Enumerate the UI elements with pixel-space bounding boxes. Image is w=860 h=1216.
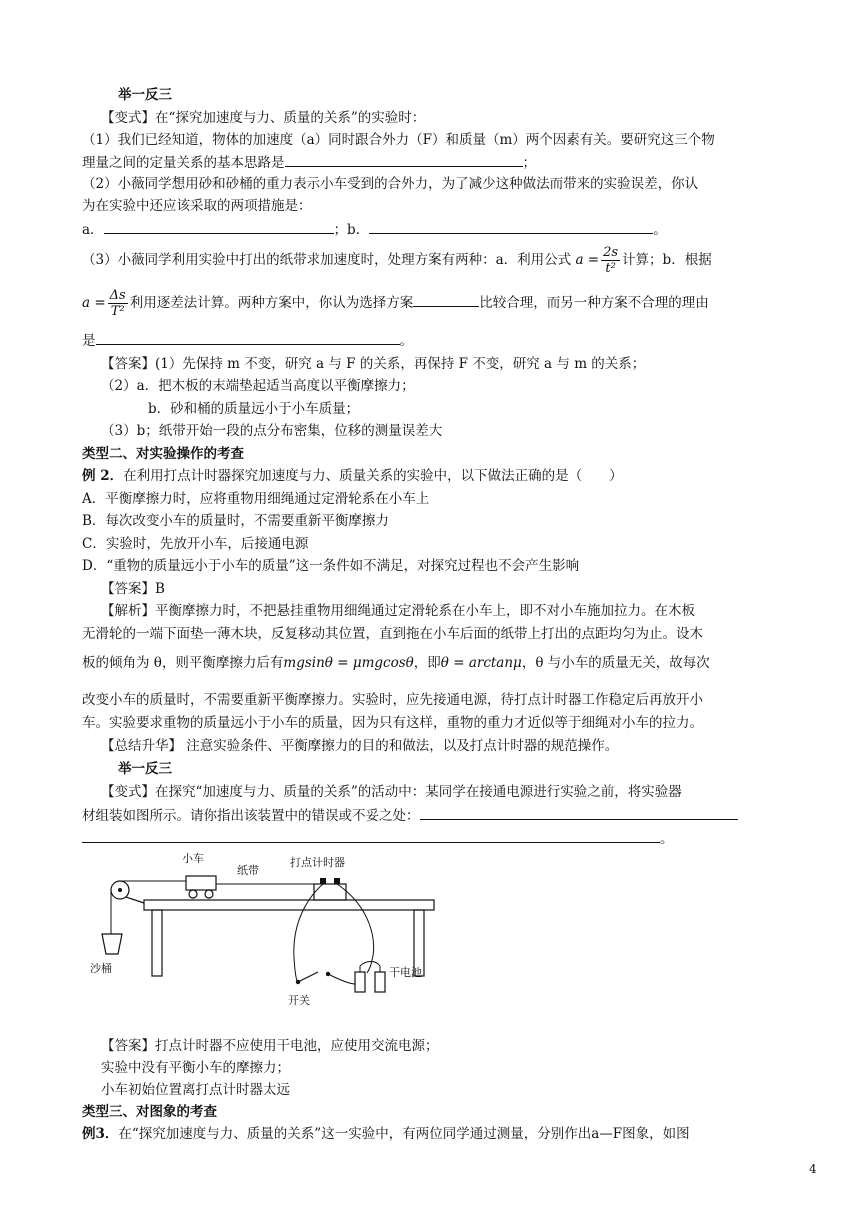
answer-variant-3: 小车初始位置离打点计时器太远 — [101, 1082, 290, 1098]
variant-line-1: 【变式】在探究“加速度与力、质量的关系”的活动中：某同学在接通电源进行实验之前，将实验器 — [101, 784, 682, 800]
section-heading-practice: 举一反三 — [118, 761, 172, 777]
question-2-line-2: 为在实验中还应该采取的两项措施是： — [82, 198, 312, 214]
apparatus-figure — [82, 848, 442, 1034]
formula-b-lhs: a = — [82, 295, 106, 311]
question-1-line-1: （1）我们已经知道，物体的加速度（a）同时跟合外力（F）和质量（m）两个因素有关。要研究这三个物 — [82, 132, 715, 148]
section-heading-type-3: 类型三、对图象的考查 — [82, 1104, 217, 1120]
label-bucket: 沙桶 — [90, 962, 112, 975]
question-3-line-1: （3）小薇同学利用实验中打出的纸带求加速度时，处理方案有两种：a．利用公式 a = $\frac{2s}{\text{t²}}$ 计算；b．根据 — [82, 245, 712, 276]
question-3-line-2: a = $\frac{\Delta s}{\text{T²}}$ 利用逐差法计算。两种方案中，你认为选择方案 比较合理，而另一种方案不合理的理由 — [82, 288, 709, 319]
option-c: C．实验时，先放开小车，后接通电源 — [82, 536, 309, 552]
label-cart: 小车 — [182, 852, 204, 865]
label-switch: 开关 — [288, 994, 310, 1007]
answer-4: （3）b；纸带开始一段的点分布密集，位移的测量误差大 — [101, 423, 443, 439]
page-number: 4 — [809, 1162, 817, 1176]
question-2-line-1: （2）小薇同学想用砂和砂桶的重力表示小车受到的合外力，为了减少这种做法而带来的实验误差，你认 — [82, 176, 699, 192]
example-3: 例3．在“探究加速度与力、质量的关系”这一实验中，有两位同学通过测量，分别作出a—F图象，如图 — [82, 1126, 690, 1142]
formula-a-lhs: a = — [575, 252, 600, 268]
explanation-line-4: 改变小车的质量时，不需要重新平衡摩擦力。实验时，应先接通电源，待打点计时器工作稳定后再放开小 — [82, 692, 703, 708]
summary: 【总结升华】 注意实验条件、平衡摩擦力的目的和做法，以及打点计时器的规范操作。 — [101, 738, 619, 754]
label-timer: 打点计时器 — [290, 856, 345, 869]
answer-blank-error-cont[interactable] — [82, 828, 660, 843]
question-1-line-2: 理量之间的定量关系的基本思路是 ； — [82, 152, 536, 173]
explanation-line-1: 【解析】平衡摩擦力时，不把悬挂重物用细绳通过定滑轮系在小车上，即不对小车施加拉力。在木板 — [101, 603, 695, 619]
variant-line-3: 。 — [82, 828, 674, 849]
answer-variant-1: 【答案】打点计时器不应使用干电池，应使用交流电源； — [101, 1038, 439, 1054]
explanation-line-3: 板的倾角为 θ，则平衡摩擦力后有mgsinθ = μmgcosθ，即θ = arctanμ，θ 与小车的质量无关，故每次 — [82, 655, 710, 671]
answer-2: （2）a．把木板的末端垫起适当高度以平衡摩擦力； — [101, 378, 415, 394]
answer-3: b．砂和桶的质量远小于小车质量； — [148, 401, 360, 417]
switch-lever — [298, 972, 318, 982]
explanation-line-2: 无滑轮的一端下面垫一薄木块，反复移动其位置，直到拖在小车后面的纸带上打出的点距均匀为止。设木 — [82, 626, 703, 642]
example-2: 例 2．在利用打点计时器探究加速度与力、质量关系的实验中，以下做法正确的是（ ） — [82, 468, 623, 484]
answer-blank-error[interactable] — [420, 805, 738, 820]
label-battery: 干电池 — [389, 966, 422, 979]
battery-2 — [375, 972, 385, 992]
answer-blank-scheme[interactable] — [413, 292, 479, 307]
section-heading-type-2: 类型二、对实验操作的考查 — [82, 446, 244, 462]
variant-line-2: 材组装如图所示。请你指出该装置中的错误或不妥之处： — [82, 805, 738, 826]
answer-blank[interactable] — [285, 152, 523, 167]
answer-blank-a[interactable] — [104, 219, 334, 234]
sand-bucket — [102, 934, 122, 954]
cart — [186, 876, 216, 890]
option-a: A．平衡摩擦力时，应将重物用细绳通过定滑轮系在小车上 — [82, 491, 430, 507]
table-leg-left — [152, 910, 162, 976]
option-d: D．“重物的质量远小于小车的质量”这一条件如不满足，对探究过程也不会产生影响 — [82, 558, 580, 574]
battery-1 — [355, 972, 365, 992]
answer-1: 【答案】(1）先保持 m 不变，研究 a 与 F 的关系，再保持 F 不变，研究 a 与 m 的关系； — [101, 356, 646, 372]
answer-blank-b[interactable] — [369, 219, 653, 234]
formula-arctan: θ = arctanμ — [440, 655, 522, 671]
formula-friction: mgsinθ = μmgcosθ — [283, 655, 414, 671]
table-top — [144, 900, 434, 910]
variant-question: 【变式】在“探究加速度与力、质量的关系”的实验时： — [101, 110, 426, 126]
timer — [314, 884, 346, 900]
wire-left — [294, 884, 323, 981]
formula-b-fraction: $\frac{\Delta s}{\text{T²}}$ — [109, 288, 126, 319]
answer-label: 【答案】B — [101, 581, 165, 597]
answer-variant-2: 实验中没有平衡小车的摩擦力； — [101, 1060, 290, 1076]
question-2-line-3: a． ；b． 。 — [82, 219, 667, 240]
section-heading: 举一反三 — [118, 87, 172, 103]
answer-blank-reason[interactable] — [96, 330, 400, 345]
wire-right — [337, 884, 374, 973]
explanation-line-5: 车。实验要求重物的质量远小于小车的质量，因为只有这样，重物的重力才近似等于细绳对小车的拉力。 — [82, 715, 703, 731]
question-3-line-3: 是 。 — [82, 330, 413, 351]
option-b: B．每次改变小车的质量时，不需要重新平衡摩擦力 — [82, 513, 389, 529]
formula-a-fraction: $\frac{2s}{\text{t²}}$ — [603, 245, 619, 276]
label-tape: 纸带 — [237, 864, 259, 877]
